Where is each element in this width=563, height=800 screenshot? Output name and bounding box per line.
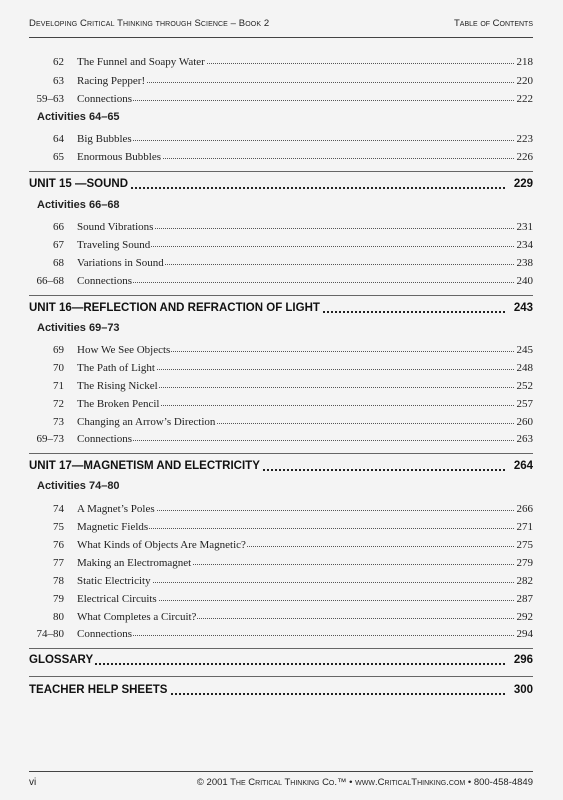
page-number: 275 [516,539,533,551]
activities-heading-row [0,199,563,215]
page-number: 257 [516,398,533,410]
toc-entry [0,628,563,644]
page-number: 287 [516,593,533,605]
activity-title: Sound Vibrations [77,221,154,233]
toc-entry [0,557,563,573]
activity-number: 78 [53,575,64,587]
activities-heading: Activities 74–80 [37,480,120,492]
toc-entry [0,380,563,396]
unit-heading [0,178,563,194]
activity-title: Enormous Bubbles [77,151,162,163]
activity-title: Connections [77,628,132,640]
toc-entry [0,362,563,378]
unit-heading [0,460,563,476]
activities-heading: Activities 66–68 [37,199,120,211]
toc-entry [0,151,563,167]
page-number: 234 [516,239,533,251]
section-divider [29,648,533,649]
activity-title: Changing an Arrow’s Direction [77,416,216,428]
section-divider [29,295,533,296]
page-number: 220 [516,75,533,87]
activity-number: 69–73 [36,433,64,445]
header-rule [29,37,533,38]
toc-entry [0,575,563,591]
section-divider [29,453,533,454]
activity-number: 59–63 [36,93,64,105]
page-number: 296 [513,654,533,666]
activity-number: 79 [53,593,64,605]
toc-entry [0,611,563,627]
toc-entry [0,56,563,72]
toc-entry [0,275,563,291]
glossary-heading [0,654,563,670]
section-title: Table of Contents [453,18,533,29]
activities-heading-row [0,322,563,338]
unit-title: UNIT 15 —SOUND [29,178,129,190]
activity-number: 74 [53,503,64,515]
activity-number: 74–80 [36,628,64,640]
activity-number: 66–68 [36,275,64,287]
activity-title: Traveling Sound [77,239,151,251]
page-number: 243 [513,302,533,314]
page-number: 260 [516,416,533,428]
activity-title: Racing Pepper! [77,75,146,87]
running-header [0,18,563,38]
page-number: 300 [513,684,533,696]
activity-number: 72 [53,398,64,410]
activity-title: The Path of Light [77,362,155,374]
activity-title: Connections [77,93,132,105]
activities-heading-row [0,480,563,496]
activity-number: 67 [53,239,64,251]
page-footer [0,777,563,793]
activity-title: Connections [77,275,132,287]
activity-number: 80 [53,611,64,623]
footer-page-number: vi [29,777,37,788]
toc-entry [0,503,563,519]
glossary-title: GLOSSARY [29,654,94,666]
activity-number: 68 [53,257,64,269]
activity-title: How We See Objects [77,344,171,356]
activity-title: Connections [77,433,132,445]
teacher-help-title: TEACHER HELP SHEETS [29,684,168,696]
activity-title: What Kinds of Objects Are Magnetic? [77,539,246,551]
page-number: 245 [516,344,533,356]
toc-entry [0,93,563,109]
page-number: 240 [516,275,533,287]
teacher-help-heading [0,684,563,700]
toc-entry [0,433,563,449]
activities-heading: Activities 69–73 [37,322,120,334]
unit-title: UNIT 16—REFLECTION AND REFRACTION OF LIGHT [29,302,320,314]
activity-number: 70 [53,362,64,374]
copyright-notice: © 2001 The Critical Thinking Co.™ • www.CriticalThinking.com • 800-458-4849 [196,777,533,788]
toc-entry [0,257,563,273]
toc-entry [0,398,563,414]
activity-title: Static Electricity [77,575,151,587]
toc-entry [0,75,563,91]
leader-dots [80,100,514,101]
page-number: 248 [516,362,533,374]
toc-entry [0,593,563,609]
unit-title: UNIT 17—MAGNETISM AND ELECTRICITY [29,460,260,472]
activity-number: 64 [53,133,64,145]
activity-title: Magnetic Fields [77,521,149,533]
unit-heading [0,302,563,318]
activity-number: 75 [53,521,64,533]
activity-title: Big Bubbles [77,133,132,145]
activity-title: Electrical Circuits [77,593,157,605]
page-number: 238 [516,257,533,269]
activity-number: 62 [53,56,64,68]
page-number: 264 [513,460,533,472]
toc-entry [0,133,563,149]
book-title: Developing Critical Thinking through Science – Book 2 [29,18,270,29]
page-number: 231 [516,221,533,233]
leader-dots [80,140,514,141]
activity-number: 63 [53,75,64,87]
activity-number: 69 [53,344,64,356]
activity-number: 66 [53,221,64,233]
activity-number: 77 [53,557,64,569]
toc-entry [0,416,563,432]
activity-number: 65 [53,151,64,163]
leader-dots [80,282,514,283]
page-number: 266 [516,503,533,515]
page-number: 271 [516,521,533,533]
toc-entry [0,221,563,237]
page-number: 263 [516,433,533,445]
leader-dots [60,663,505,665]
activity-title: Variations in Sound [77,257,164,269]
toc-entry [0,344,563,360]
activity-title: Making an Electromagnet [77,557,192,569]
page-number: 229 [513,178,533,190]
toc-entry [0,521,563,537]
toc-entry [0,539,563,555]
section-divider [29,676,533,677]
activity-number: 73 [53,416,64,428]
activities-heading: Activities 64–65 [37,111,120,123]
page-number: 218 [516,56,533,68]
activities-heading-row [0,111,563,127]
activity-title: The Broken Pencil [77,398,160,410]
footer-rule [29,771,533,772]
leader-dots [80,635,514,636]
page-number: 294 [516,628,533,640]
activity-title: A Magnet’s Poles [77,503,155,515]
page-number: 252 [516,380,533,392]
activity-number: 76 [53,539,64,551]
page-number: 292 [516,611,533,623]
leader-dots [80,440,514,441]
page-number: 226 [516,151,533,163]
page-number: 279 [516,557,533,569]
activity-title: The Funnel and Soapy Water [77,56,205,68]
activity-number: 71 [53,380,64,392]
page-number: 222 [516,93,533,105]
toc-entry [0,239,563,255]
page-number: 282 [516,575,533,587]
activity-title: The Rising Nickel [77,380,158,392]
activity-title: What Completes a Circuit? [77,611,197,623]
section-divider [29,171,533,172]
page-number: 223 [516,133,533,145]
